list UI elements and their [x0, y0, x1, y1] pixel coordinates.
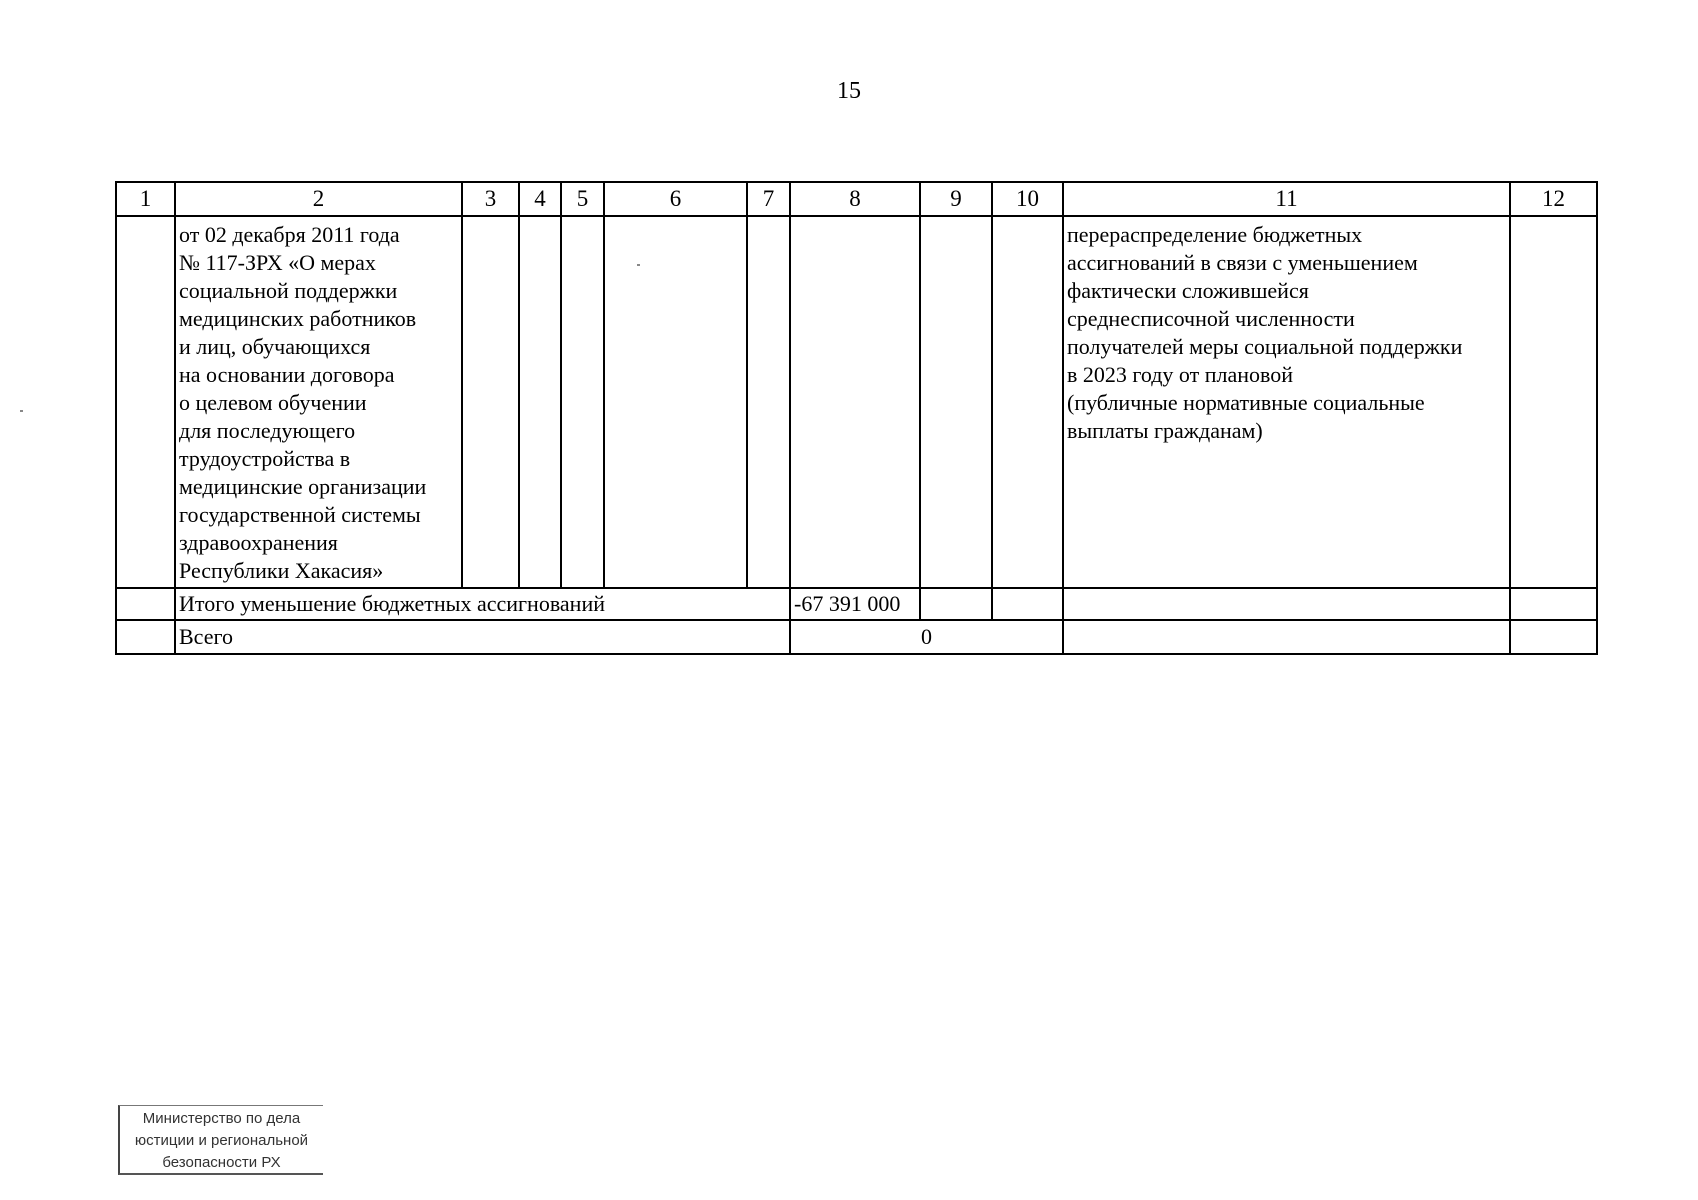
total-cell-1: [116, 588, 175, 620]
scan-speck: [20, 410, 23, 412]
header-cell-4: 4: [519, 182, 561, 216]
stamp-line-2: юстиции и региональной: [134, 1132, 309, 1149]
body-cell-5: [561, 216, 604, 588]
header-cell-7: 7: [747, 182, 790, 216]
total-cell-9: [920, 588, 992, 620]
body-cell-8: [790, 216, 920, 588]
grand-cell-12: [1510, 620, 1597, 654]
total-cell-10: [992, 588, 1063, 620]
table-header-row: [116, 182, 1597, 216]
table-row: [116, 216, 1597, 588]
body-cell-12: [1510, 216, 1597, 588]
header-cell-5: 5: [561, 182, 604, 216]
header-cell-2: 2: [175, 182, 462, 216]
total-cell-12: [1510, 588, 1597, 620]
justification-cell: перераспределение бюджетных ассигнований в связи с уменьшением фактически сложившейся среднесписочной численности получателей меры социальной поддержки в 2023 году от плановой (публичные нормативные социальные выплаты гражданам): [1063, 216, 1510, 588]
body-cell-3: [462, 216, 519, 588]
header-cell-8: 8: [790, 182, 920, 216]
grand-total-value: 0: [790, 620, 1063, 654]
total-decrease-row: [116, 588, 1597, 620]
header-cell-3: 3: [462, 182, 519, 216]
header-cell-10: 10: [992, 182, 1063, 216]
stamp-line-1: Министерство по дела: [142, 1110, 301, 1127]
law-description-cell: от 02 декабря 2011 года № 117-ЗРХ «О мерах социальной поддержки медицинских работников и лиц, обучающихся на основании договора о целевом обучении для последующего трудоустройства в медицинские организации государственной системы здравоохранения Республики Хакасия»: [175, 216, 462, 588]
header-cell-9: 9: [920, 182, 992, 216]
grand-cell-11: [1063, 620, 1510, 654]
grand-cell-1: [116, 620, 175, 654]
grand-total-row: [116, 620, 1597, 654]
stamp-line-3: безопасности РХ: [162, 1154, 281, 1171]
header-cell-1: 1: [116, 182, 175, 216]
grand-total-label: Всего: [175, 620, 790, 654]
body-cell-6: [604, 216, 747, 588]
body-cell-10: [992, 216, 1063, 588]
header-cell-12: 12: [1510, 182, 1597, 216]
ministry-stamp: [118, 1105, 323, 1175]
body-cell-1: [116, 216, 175, 588]
body-cell-7: [747, 216, 790, 588]
header-cell-6: 6: [604, 182, 747, 216]
body-cell-9: [920, 216, 992, 588]
total-value: -67 391 000: [790, 588, 920, 620]
total-cell-11: [1063, 588, 1510, 620]
budget-table: [115, 181, 1598, 655]
total-label: Итого уменьшение бюджетных ассигнований: [175, 588, 790, 620]
page-number: 15: [837, 78, 861, 104]
scan-speck: [637, 264, 640, 266]
body-cell-4: [519, 216, 561, 588]
header-cell-11: 11: [1063, 182, 1510, 216]
